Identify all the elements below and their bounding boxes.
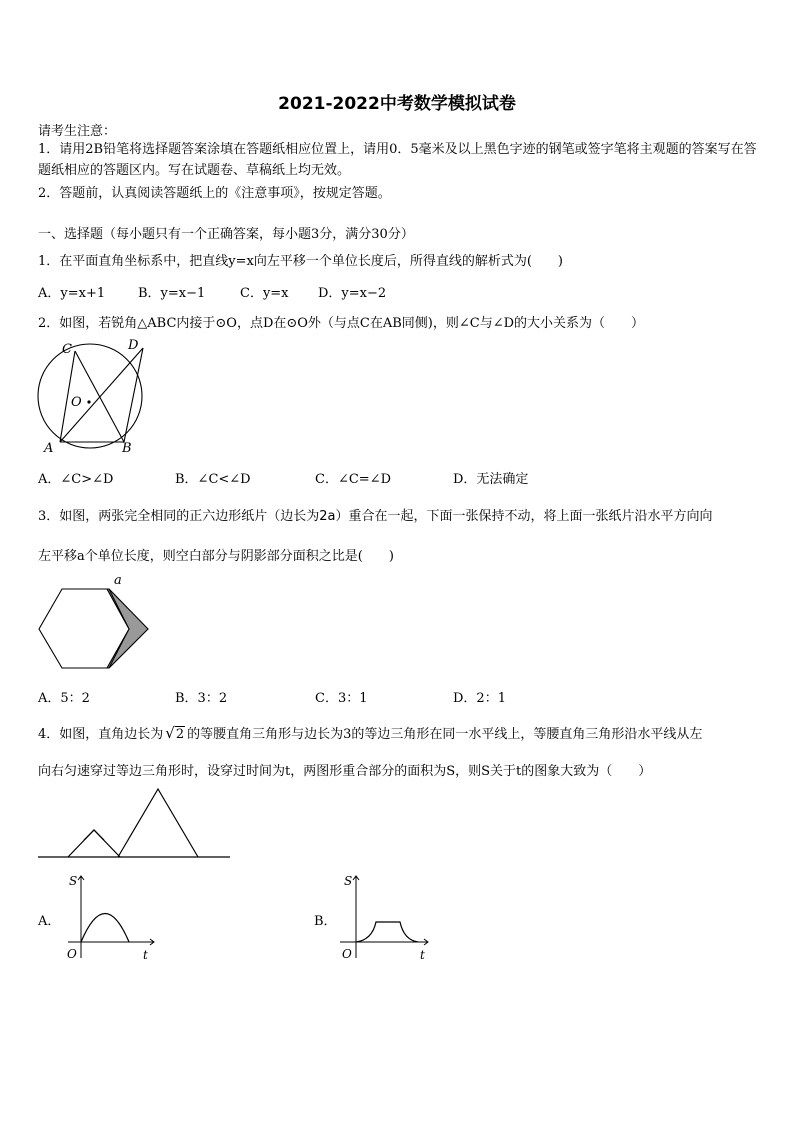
q4-stem-line-1	[38, 723, 702, 742]
q4-option-a: A．	[38, 914, 61, 929]
q4-stem-part-1: 4．如图，直角边长为	[38, 727, 164, 742]
q1-option-c: C．y=x	[240, 286, 289, 301]
page-title: 2021-2022中考数学模拟试卷	[278, 94, 516, 114]
q2-label-a: A	[44, 441, 54, 456]
notice-heading: 请考生注意：	[38, 124, 117, 139]
q4-graph-b	[336, 870, 432, 966]
q4-graph-b-label-s: S	[344, 874, 353, 888]
q2-stem: 2．如图，若锐角△ABC内接于⊙O，点D在⊙O外（与点C在AB同侧)，则∠C与∠D的大小关系为（ ）	[38, 316, 645, 331]
q4-graph-a	[62, 870, 158, 966]
q2-option-a: A．∠C>∠D	[38, 472, 114, 487]
q2-option-b: B．∠C<∠D	[175, 472, 251, 487]
q3-option-b: B．3：2	[175, 691, 228, 706]
q1-stem: 1．在平面直角坐标系中，把直线y=x向左平移一个单位长度后，所得直线的解析式为( )	[38, 254, 563, 269]
q2-label-c: C	[62, 342, 72, 357]
q3-option-d: D．2：1	[453, 691, 506, 706]
q3-stem-line-1	[38, 505, 713, 524]
section-heading: 一、选择题（每小题只有一个正确答案，每小题3分，满分30分）	[38, 227, 414, 242]
q3-option-c: C．3：1	[315, 691, 368, 706]
q1-option-a: A．y=x+1	[38, 286, 106, 301]
q4-graph-a-label-o: O	[67, 947, 77, 961]
q4-sqrt-radicand: 2	[175, 727, 185, 742]
q4-graph-a-label-t: t	[143, 948, 148, 962]
q3-stem-line-2: 左平移a个单位长度，则空白部分与阴影部分面积之比是( )	[38, 549, 394, 564]
notice-item-1: 1．请用2B铅笔将选择题答案涂填在答题纸相应位置上，请用0．5毫米及以上黑色字迹的钢笔或签字笔将主观题的答案写在答题纸相应的答题区内。写在试题卷、草稿纸上均无效。	[38, 142, 757, 178]
q2-option-c: C．∠C=∠D	[315, 472, 391, 487]
q4-graph-b-label-t: t	[420, 948, 425, 962]
q4-stem-part-2: 的等腰直角三角形与边长为3的等边三角形在同一水平线上，等腰直角三角形沿水平线从左	[187, 727, 703, 742]
q3-stem-part-2: ）重合在一起，下面一张保持不动，将上面一张纸片沿水平方向向	[335, 509, 713, 524]
q2-label-d: D	[128, 338, 139, 353]
q1-option-d: D．y=x−2	[318, 286, 387, 301]
q3-stem-part-1: 3．如图，两张完全相同的正六边形纸片（边长为	[38, 509, 320, 524]
q4-graph-a-label-s: S	[69, 874, 78, 888]
q4-sqrt-expression	[165, 724, 185, 742]
q1-option-b: B．y=x−1	[138, 286, 206, 301]
q2-circle-figure	[30, 334, 155, 459]
q4-stem-line-2: 向右匀速穿过等边三角形时，设穿过时间为t，两图形重合部分的面积为S，则S关于t的图象大致为（ ）	[38, 764, 652, 779]
q4-option-b: B．	[314, 914, 337, 929]
q2-label-o: O	[71, 395, 82, 410]
q2-option-d: D．无法确定	[453, 472, 529, 487]
q2-label-b: B	[122, 441, 132, 456]
q3-label-a: a	[114, 573, 122, 588]
q3-hexagon-figure	[36, 572, 156, 680]
sqrt-sign-icon: √	[165, 724, 175, 742]
notice-item-2: 2．答题前，认真阅读答题纸上的《注意事项》，按规定答题。	[38, 186, 391, 201]
q3-option-a: A．5：2	[38, 691, 90, 706]
q4-triangles-figure	[36, 785, 232, 863]
q3-side-length: 2a	[319, 509, 336, 524]
q4-graph-b-label-o: O	[342, 947, 352, 961]
